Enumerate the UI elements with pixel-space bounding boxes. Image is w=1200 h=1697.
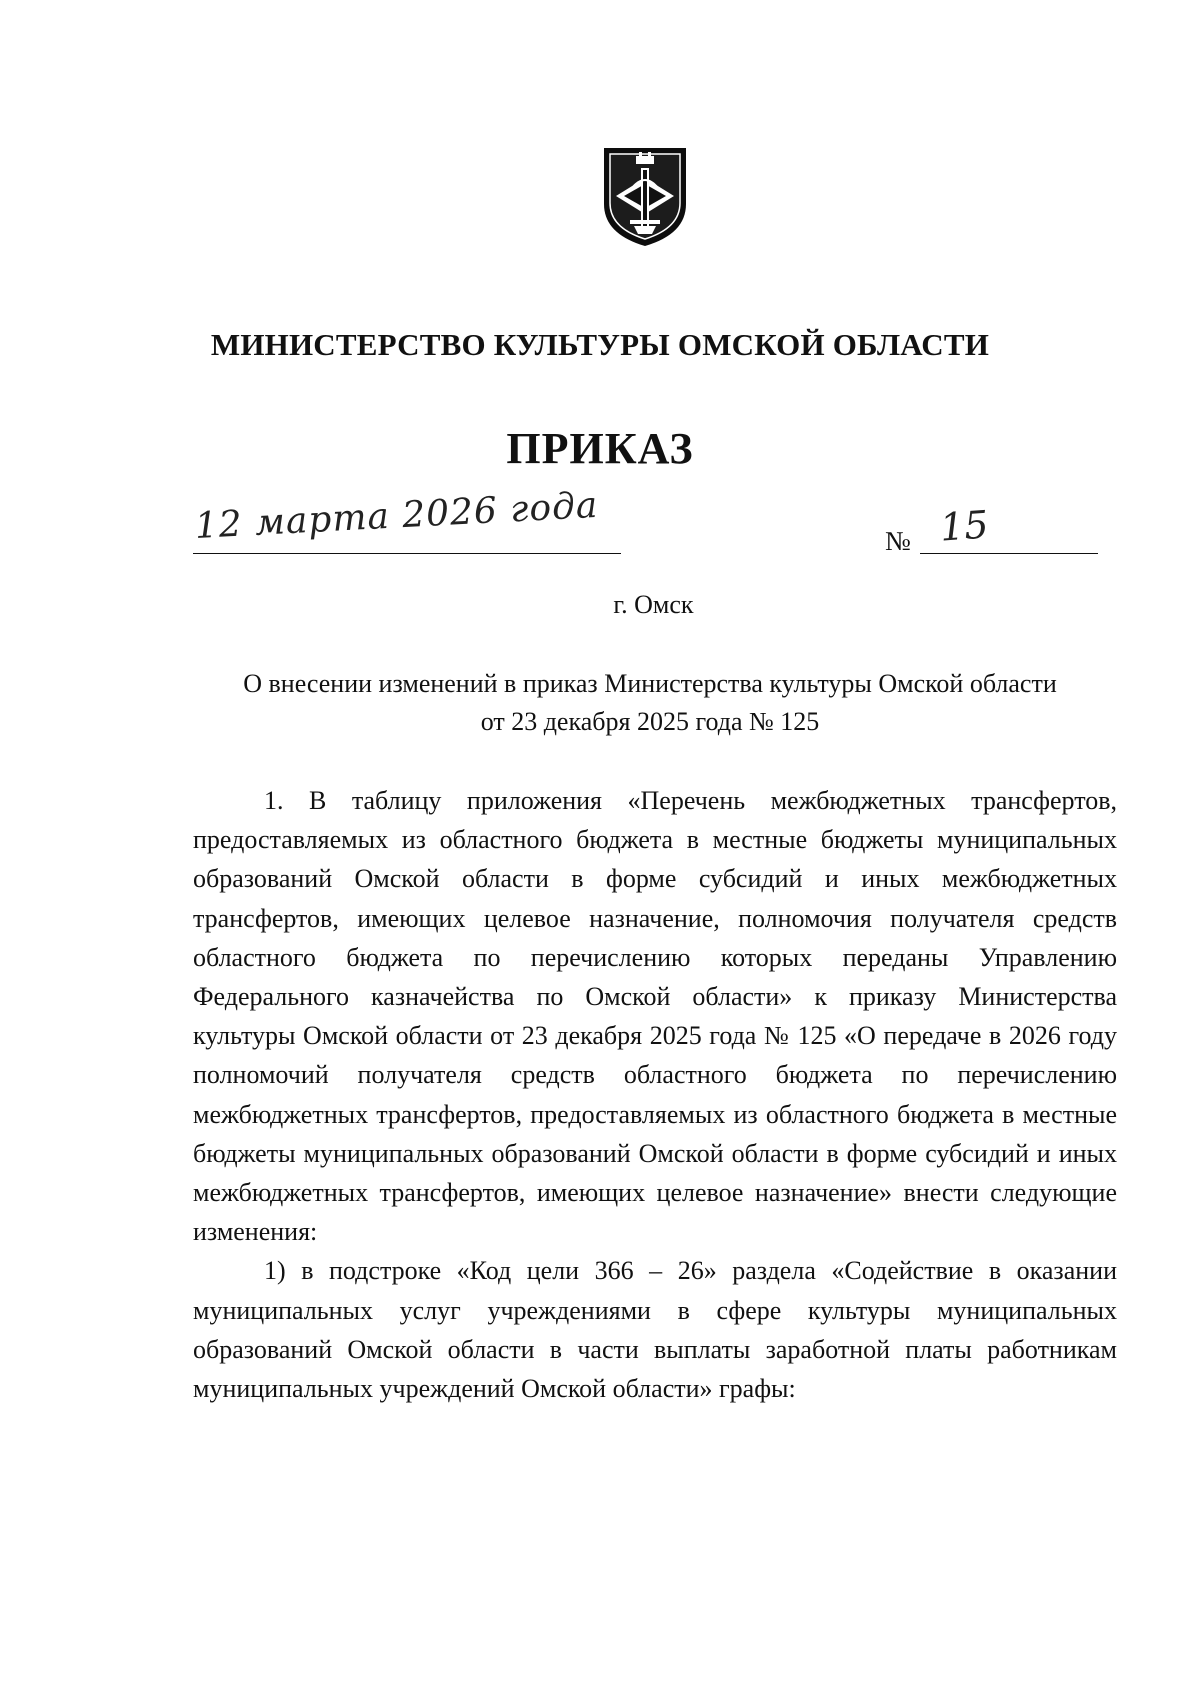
order-body bbox=[193, 781, 1117, 1408]
order-subject bbox=[180, 665, 1120, 741]
body-paragraph-1: 1. В таблицу приложения «Перечень межбюджетных трансфертов, предоставляемых из областного бюджета в местные бюджеты муниципальных образований Омской области в форме субсидий и иных межбюджетных трансфертов, имеющих целевое назначение, полномочия получателя средств областного бюджета по перечислению которых переданы Управлению Федерального казначейства по Омской области» к приказу Министерства культуры Омской области от 23 декабря 2025 года № 125 «О передаче в 2026 году полномочий получателя средств областного бюджета по перечислению межбюджетных трансфертов, предоставляемых из областного бюджета в местные бюджеты муниципальных образований Омской области в форме субсидий и иных межбюджетных трансфертов, имеющих целевое назначение» внести следующие изменения: bbox=[193, 786, 1117, 1247]
date-underline bbox=[193, 553, 621, 554]
ministry-name: МИНИСТЕРСТВО КУЛЬТУРЫ ОМСКОЙ ОБЛАСТИ bbox=[210, 327, 990, 362]
coat-of-arms-emblem bbox=[596, 142, 694, 248]
handwritten-number: 15 bbox=[938, 502, 990, 550]
subject-line-2: от 23 декабря 2025 года № 125 bbox=[480, 707, 820, 736]
number-underline bbox=[920, 553, 1098, 554]
city: г. Омск bbox=[613, 590, 694, 619]
subject-line-1: О внесении изменений в приказ Министерства культуры Омской области bbox=[243, 669, 1057, 698]
number-label: № bbox=[885, 526, 911, 556]
handwritten-date: 12 марта 2026 года bbox=[193, 484, 600, 547]
document-type-title: ПРИКАЗ bbox=[506, 424, 694, 473]
body-paragraph-2: 1) в подстроке «Код цели 366 – 26» раздела «Содействие в оказании муниципальных услуг учреждениями в сфере культуры муниципальных образований Омской области в части выплаты заработной платы работникам муниципальных учреждений Омской области» графы: bbox=[193, 1256, 1117, 1404]
